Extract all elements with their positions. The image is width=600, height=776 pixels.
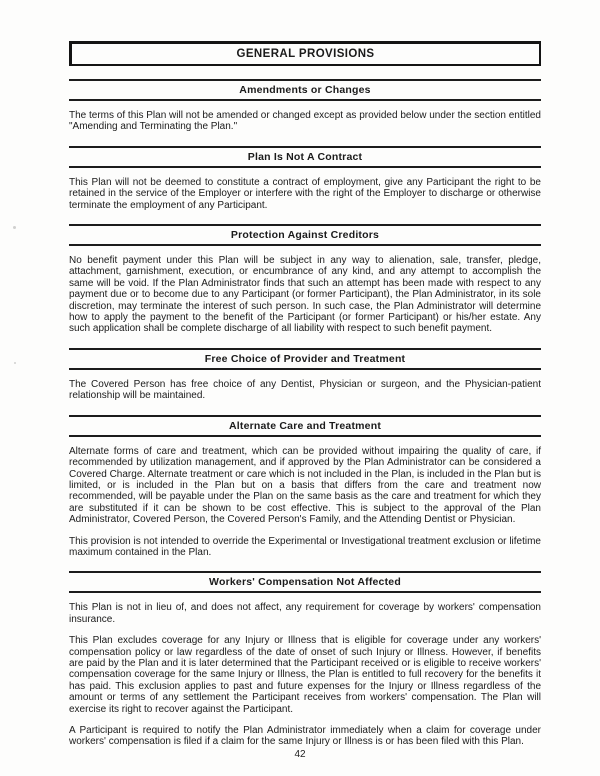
paragraph: This provision is not intended to override the Experimental or Investigational treatment exclusion or lifetime maximum contained in the Plan. [69,535,541,558]
paragraph: This Plan excludes coverage for any Injury or Illness that is eligible for coverage under any workers' compensation policy or law regardless of the date of onset of such Injury or Illness. However, if benefits are paid by the Plan and it is later determined that the Participant received or is eligible to receive workers' compensation coverage for the same Injury or Illness, the Plan is entitled to full recovery for the benefits it has paid. This exclusion applies to past and future expenses for the Injury or Illness regardless of the amount or terms of any settlement the Participant receives from workers' compensation. The Plan will exercise its right to recover against the Participant. [69,635,541,715]
section-heading: Workers' Compensation Not Affected [69,571,541,593]
paragraph: Alternate forms of care and treatment, which can be provided without impairing the quality of care, if recommended by utilization management, and if approved by the Plan Administrator can be considered a Covered Charge. Alternate treatment or care which is not included in the Plan, is included in the Plan but is limited, or is included in the Plan but on a basis that differs from the care and treatment now recommended, will be payable under the Plan on the same basis as the care and treatment for which they are substituted if it can be shown to be cost effective. This is subject to the approval of the Plan Administrator, Covered Person, the Covered Person's Family, and the Attending Dentist or Physician. [69,445,541,526]
section-protection-against-creditors [69,224,541,335]
section-heading: Free Choice of Provider and Treatment [69,348,541,370]
paragraph: This Plan is not in lieu of, and does not affect, any requirement for coverage by workers' compensation insurance. [69,602,541,625]
section-plan-is-not-a-contract [69,146,541,211]
page-number: 42 [294,749,306,760]
page-content [69,41,541,748]
section-heading: Amendments or Changes [69,79,541,101]
section-workers-compensation [69,571,541,747]
paragraph: The terms of this Plan will not be amended or changed except as provided below under the section entitled "Amending and Terminating the Plan." [69,110,541,133]
section-heading: Alternate Care and Treatment [69,415,541,437]
paragraph: The Covered Person has free choice of any Dentist, Physician or surgeon, and the Physician-patient relationship will be maintained. [69,378,541,402]
scan-speck [13,226,16,229]
page-title: GENERAL PROVISIONS [69,41,541,66]
section-free-choice-of-provider [69,348,541,402]
paragraph: This Plan will not be deemed to constitute a contract of employment, give any Participant the right to be retained in the service of the Employer or interfere with the right of the Employer to discharge or otherwise terminate the employment of any Participant. [69,176,541,211]
section-heading: Plan Is Not A Contract [69,146,541,168]
paragraph: A Participant is required to notify the Plan Administrator immediately when a claim for coverage under workers' compensation is filed if a claim for the same Injury or Illness is or has been filed with this Plan. [69,725,541,748]
section-alternate-care-and-treatment [69,415,541,559]
scan-speck [14,362,16,364]
section-amendments-or-changes [69,79,541,133]
section-heading: Protection Against Creditors [69,224,541,246]
paragraph: No benefit payment under this Plan will be subject in any way to alienation, sale, transfer, pledge, attachment, garnishment, execution, or encumbrance of any kind, and any attempt to accomplish the same will be void. If the Plan Administrator finds that such an attempt has been made with respect to any payment due or to become due to any Participant (or former Participant), the Plan Administrator, in its sole discretion, may terminate the interest of such person. In such case, the Plan Administrator will determine how to apply the payment to the benefit of the Participant (or former Participant) or his/her estate. Any such application shall be complete discharge of all liability with respect to such benefit payment. [69,255,541,335]
